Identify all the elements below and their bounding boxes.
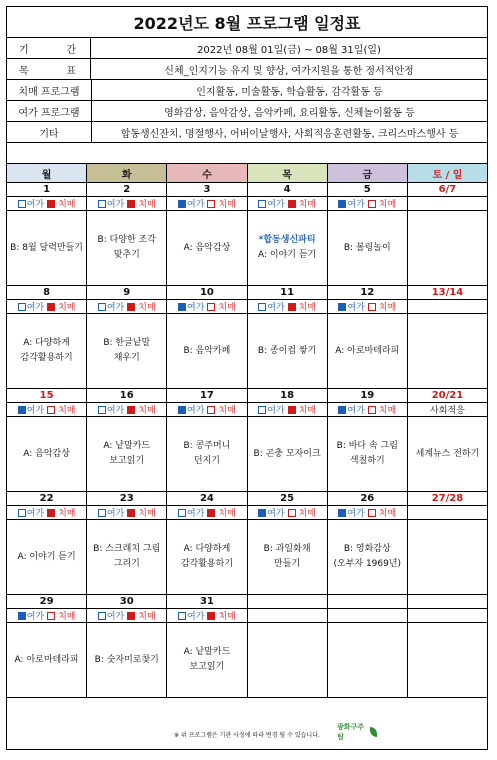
- unchecked-box-icon: [98, 509, 106, 517]
- program-type-row: [7, 403, 487, 417]
- program-cell: B: 콩주머니 던지기: [167, 417, 247, 491]
- info-row-goal: [7, 59, 487, 80]
- program-type-cell: [87, 403, 167, 416]
- unchecked-box-icon: [98, 303, 106, 311]
- info-value: 2022년 08월 01일(금) ~ 08월 31일(일): [197, 44, 381, 56]
- unchecked-box-icon: [98, 406, 106, 414]
- checked-box-icon: [338, 406, 346, 414]
- program-cell: B: 숫자미로찾기: [87, 623, 167, 697]
- program-type-cell: [167, 506, 247, 519]
- program-type-cell: [408, 197, 487, 210]
- date-cell: 27/28: [431, 493, 464, 504]
- unchecked-box-icon: [258, 406, 266, 414]
- date-cell: [328, 595, 408, 608]
- program-cell: B: 곤충 모자이크: [248, 417, 328, 491]
- program-type-cell: [248, 300, 328, 313]
- checked-box-icon: [338, 303, 346, 311]
- dementia-tag: 치매: [218, 612, 236, 622]
- info-label: 목 표: [7, 59, 91, 79]
- checked-box-icon: [18, 406, 26, 414]
- date-cell: 31: [167, 595, 247, 608]
- program-cell: B: 바다 속 그림 색칠하기: [328, 417, 408, 491]
- program-type-cell: [87, 197, 167, 210]
- week-block: [7, 595, 487, 698]
- logo-text: 광화구주팀: [337, 723, 365, 741]
- program-type-cell: [7, 197, 87, 210]
- program-type-row: [7, 609, 487, 623]
- program-type-cell: [87, 609, 167, 622]
- unchecked-box-icon: [258, 200, 266, 208]
- program-type-cell: [408, 506, 487, 519]
- info-value: 인지활동, 미술활동, 학습활동, 감각활동 등: [196, 86, 383, 98]
- date-row: [7, 595, 487, 609]
- leisure-tag: 여가: [187, 509, 205, 519]
- program-type-row: [7, 300, 487, 314]
- program-type-cell: [328, 197, 408, 210]
- program-type-cell: [248, 197, 328, 210]
- calendar-grid: [7, 183, 487, 698]
- date-cell: 30: [87, 595, 167, 608]
- program-cell: B: 과일화채 만들기: [248, 520, 328, 594]
- program-type-row: [7, 197, 487, 211]
- spacer-row: [7, 143, 487, 164]
- program-cell: B: 다양한 조각 맞추기: [87, 211, 167, 285]
- week-block: [7, 183, 487, 286]
- checked-box-icon: [178, 406, 186, 414]
- leisure-tag: 여가: [106, 612, 125, 622]
- date-cell: 24: [167, 492, 247, 505]
- program-type-cell: [7, 403, 87, 416]
- leisure-tag: 여가: [267, 406, 285, 416]
- checked-box-icon: [178, 303, 186, 311]
- checked-box-icon: [127, 200, 135, 208]
- program-type-cell: [408, 300, 487, 313]
- dementia-tag: 치매: [378, 406, 397, 416]
- program-type-cell: [408, 609, 487, 622]
- unchecked-box-icon: [207, 200, 215, 208]
- unchecked-box-icon: [368, 406, 376, 414]
- leisure-tag: 여가: [26, 406, 45, 416]
- unchecked-box-icon: [18, 200, 26, 208]
- date-cell: 4: [248, 183, 328, 196]
- program-cell: [408, 520, 487, 594]
- info-label: 기타: [7, 122, 92, 142]
- dementia-tag: 치매: [58, 612, 76, 622]
- program-type-cell: [7, 506, 87, 519]
- date-row: [7, 183, 487, 197]
- program-type-cell: [328, 403, 408, 416]
- program-type-cell: [7, 300, 87, 313]
- program-cell: B: 스크래치 그림 그리기: [87, 520, 167, 594]
- program-cell: A: 낱말카드 보고읽기: [87, 417, 167, 491]
- checked-box-icon: [127, 303, 135, 311]
- program-cell: [408, 211, 487, 285]
- unchecked-box-icon: [368, 303, 376, 311]
- dementia-tag: 치매: [298, 200, 316, 210]
- unchecked-box-icon: [258, 303, 266, 311]
- week-block: [7, 492, 487, 595]
- info-row-dementia: [7, 80, 487, 101]
- checked-box-icon: [207, 509, 215, 517]
- checked-box-icon: [207, 612, 215, 620]
- unchecked-box-icon: [368, 200, 376, 208]
- date-cell: 5: [328, 183, 408, 196]
- program-cell: A: 음악감상: [167, 211, 247, 285]
- logo: [337, 721, 377, 743]
- program-cell: B: 한글낱말 채우기: [87, 314, 167, 388]
- program-type-cell: [167, 197, 247, 210]
- dementia-tag: 치매: [218, 406, 236, 416]
- dementia-tag: 치매: [378, 303, 397, 313]
- leisure-tag: 여가: [267, 303, 285, 313]
- checked-box-icon: [178, 200, 186, 208]
- date-cell: 22: [7, 492, 87, 505]
- date-cell: [248, 595, 328, 608]
- info-value: 신체_인지기능 유지 및 향상, 여가지원을 통한 정서적안정: [164, 65, 414, 77]
- leisure-tag: 여가: [267, 509, 285, 519]
- header-mon: 월: [7, 164, 87, 182]
- date-cell: 10: [167, 286, 247, 299]
- info-row-period: [7, 38, 487, 59]
- date-cell: 20/21: [431, 390, 464, 401]
- content-row: [7, 211, 487, 285]
- leisure-tag: 여가: [26, 200, 45, 210]
- program-cell: 세계뉴스 전하기: [415, 448, 480, 459]
- unchecked-box-icon: [207, 406, 215, 414]
- program-type-row: [7, 506, 487, 520]
- info-value: 영화감상, 음악감상, 음악카페, 요리활동, 신체놀이활동 등: [164, 107, 415, 119]
- dementia-tag: 치매: [298, 303, 316, 313]
- leisure-tag: 여가: [106, 200, 125, 210]
- info-value: 합동생신잔치, 명절행사, 어버이날행사, 사회적응훈련활동, 크리스마스행사 등: [120, 128, 459, 140]
- program-cell: B: 영화감상 (오부자 1969년): [328, 520, 408, 594]
- content-row: [7, 623, 487, 697]
- dementia-tag: 치매: [138, 200, 156, 210]
- unchecked-box-icon: [18, 509, 26, 517]
- date-cell: 12: [328, 286, 408, 299]
- leisure-tag: 여가: [26, 303, 45, 313]
- unchecked-box-icon: [18, 303, 26, 311]
- header-weekend: 토 / 일: [408, 164, 487, 182]
- dementia-tag: 치매: [138, 303, 156, 313]
- info-label: 기 간: [7, 38, 91, 58]
- week-block: [7, 286, 487, 389]
- program-cell: A: 아로마테라피: [7, 623, 87, 697]
- page-title: 2022년도 8월 프로그램 일정표: [7, 7, 487, 38]
- date-cell: 25: [248, 492, 328, 505]
- date-cell: 1: [7, 183, 87, 196]
- dementia-tag: 치매: [378, 200, 397, 210]
- program-type-cell: [248, 506, 328, 519]
- unchecked-box-icon: [98, 612, 106, 620]
- date-cell: [408, 595, 487, 608]
- leisure-tag: 여가: [347, 200, 365, 210]
- week-block: [7, 389, 487, 492]
- program-cell: [248, 623, 328, 697]
- leisure-tag: 여가: [106, 406, 125, 416]
- date-cell: 17: [167, 389, 247, 402]
- date-cell: 19: [328, 389, 408, 402]
- unchecked-box-icon: [178, 612, 186, 620]
- leisure-tag: 여가: [187, 406, 205, 416]
- unchecked-box-icon: [288, 509, 296, 517]
- program-type-cell: [248, 609, 328, 622]
- program-cell: B: 8월 달력만들기: [7, 211, 87, 285]
- checked-box-icon: [127, 406, 135, 414]
- checked-box-icon: [288, 303, 296, 311]
- header-fri: 금: [328, 164, 408, 182]
- program-type-cell: [167, 300, 247, 313]
- program-type-cell: [328, 609, 408, 622]
- program-cell: A: 낱말카드 보고읽기: [167, 623, 247, 697]
- info-row-other: [7, 122, 487, 143]
- program-type-cell: [328, 300, 408, 313]
- date-cell: 16: [87, 389, 167, 402]
- checked-box-icon: [127, 509, 135, 517]
- program-cell: A: 음악감상: [7, 417, 87, 491]
- leisure-tag: 여가: [347, 406, 365, 416]
- checked-box-icon: [47, 200, 55, 208]
- checked-box-icon: [288, 406, 296, 414]
- checked-box-icon: [47, 509, 55, 517]
- party-label: *합동생신파티: [258, 235, 316, 245]
- content-row: [7, 314, 487, 388]
- dementia-tag: 치매: [378, 509, 397, 519]
- header-thu: 목: [248, 164, 328, 182]
- program-cell: [248, 211, 328, 285]
- program-cell: [408, 623, 487, 697]
- program-type-cell: [7, 609, 87, 622]
- date-cell: 15: [7, 389, 87, 402]
- program-cell: A: 아로마테라피: [328, 314, 408, 388]
- dementia-tag: 치매: [58, 200, 76, 210]
- program-cell: [328, 623, 408, 697]
- footer-note: ※ 위 프로그램은 기관 사정에 따라 변경 될 수 있습니다.: [174, 731, 320, 739]
- program-text: A: 이야기 듣기: [257, 250, 317, 260]
- checked-box-icon: [18, 612, 26, 620]
- leisure-tag: 여가: [26, 612, 45, 622]
- program-cell: B: 음악카페: [167, 314, 247, 388]
- checked-box-icon: [338, 200, 346, 208]
- dementia-tag: 치매: [138, 612, 156, 622]
- dementia-tag: 치매: [58, 406, 76, 416]
- date-cell: 26: [328, 492, 408, 505]
- content-row: [7, 417, 487, 491]
- dementia-tag: 치매: [138, 406, 156, 416]
- leisure-tag: 여가: [347, 509, 365, 519]
- leisure-tag: 여가: [187, 303, 205, 313]
- leisure-tag: 여가: [106, 509, 125, 519]
- leisure-tag: 여가: [267, 200, 285, 210]
- program-type-cell: [167, 403, 247, 416]
- program-type-cell: [87, 300, 167, 313]
- leisure-tag: 여가: [26, 509, 45, 519]
- unchecked-box-icon: [98, 200, 106, 208]
- date-row: [7, 286, 487, 300]
- unchecked-box-icon: [47, 406, 55, 414]
- date-row: [7, 389, 487, 403]
- date-cell: 8: [7, 286, 87, 299]
- unchecked-box-icon: [207, 303, 215, 311]
- date-cell: 9: [87, 286, 167, 299]
- header-wed: 수: [167, 164, 247, 182]
- date-cell: 2: [87, 183, 167, 196]
- program-type-cell: [87, 506, 167, 519]
- weekday-header: [7, 164, 487, 183]
- program-cell: A: 다양하게 감각활용하기: [167, 520, 247, 594]
- checked-box-icon: [258, 509, 266, 517]
- dementia-tag: 치매: [298, 406, 316, 416]
- checked-box-icon: [47, 303, 55, 311]
- date-cell: 18: [248, 389, 328, 402]
- dementia-tag: 치매: [58, 303, 76, 313]
- program-type-cell: [248, 403, 328, 416]
- date-cell: 23: [87, 492, 167, 505]
- leisure-tag: 여가: [187, 612, 205, 622]
- dementia-tag: 치매: [298, 509, 316, 519]
- checked-box-icon: [127, 612, 135, 620]
- leisure-tag: 여가: [187, 200, 205, 210]
- program-cell: B: 종이컵 쌓기: [248, 314, 328, 388]
- unchecked-box-icon: [368, 509, 376, 517]
- checked-box-icon: [288, 200, 296, 208]
- unchecked-box-icon: [178, 509, 186, 517]
- dementia-tag: 치매: [218, 509, 236, 519]
- program-cell: [408, 314, 487, 388]
- program-cell: B: 볼링놀이: [328, 211, 408, 285]
- program-type-cell: [167, 609, 247, 622]
- leisure-tag: 여가: [347, 303, 365, 313]
- dementia-tag: 치매: [218, 200, 236, 210]
- info-row-leisure: [7, 101, 487, 122]
- program-cell: A: 이야기 듣기: [7, 520, 87, 594]
- program-cell: A: 다양하게 감각활용하기: [7, 314, 87, 388]
- unchecked-box-icon: [47, 612, 55, 620]
- program-type-cell: 사회적응: [430, 406, 465, 416]
- leisure-tag: 여가: [106, 303, 125, 313]
- checked-box-icon: [338, 509, 346, 517]
- info-label: 여가 프로그램: [7, 101, 92, 121]
- date-cell: 6/7: [438, 184, 457, 195]
- dementia-tag: 치매: [218, 303, 236, 313]
- date-cell: 3: [167, 183, 247, 196]
- date-cell: 11: [248, 286, 328, 299]
- dementia-tag: 치매: [138, 509, 156, 519]
- schedule-sheet: [6, 6, 488, 750]
- program-type-cell: [328, 506, 408, 519]
- info-label: 치매 프로그램: [7, 80, 92, 100]
- header-tue: 화: [87, 164, 167, 182]
- leaf-icon: [370, 727, 377, 737]
- dementia-tag: 치매: [58, 509, 76, 519]
- date-cell: 13/14: [431, 287, 464, 298]
- date-row: [7, 492, 487, 506]
- date-cell: 29: [7, 595, 87, 608]
- content-row: [7, 520, 487, 594]
